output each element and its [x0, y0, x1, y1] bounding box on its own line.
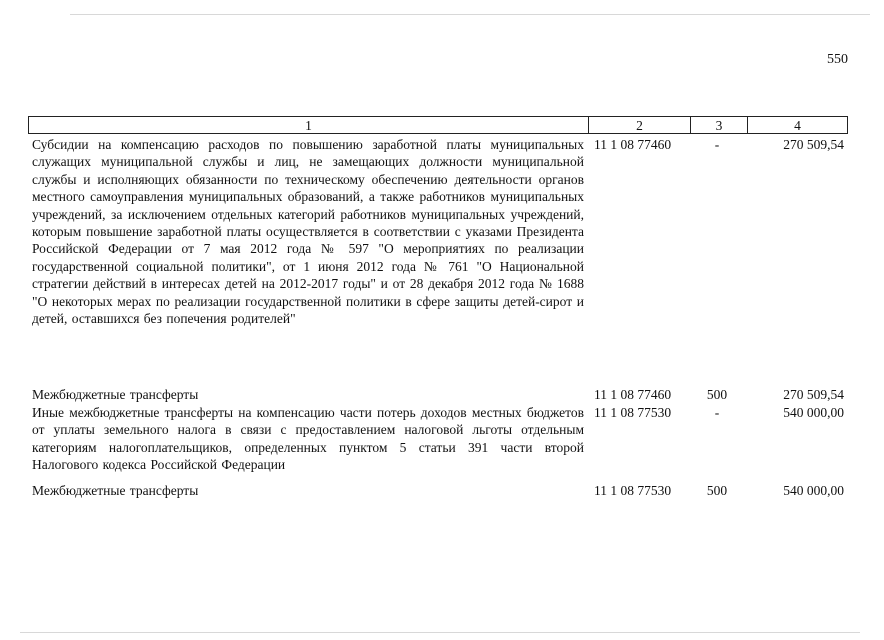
row-code: 11 1 08 77530: [594, 483, 672, 498]
budget-table: [28, 116, 848, 498]
row-description: Субсидии на компенсацию расходов по повышению заработной платы муниципальных служащих муниципальной службы и лиц, не замещающих должности муниципальной службы и исполняющих обязанности по техническому обеспечению деятельности органов местного самоуправления муниципальных образований, а также работников муниципальных учреждений, за исключением отдельных категорий работников муниципальных учреждений, которым повышение заработной платы осуществляется в соответствии с указами Президента Российской Федерации от 7 мая 2012 года № 597 "О мероприятиях по реализации государственной социальной политики", от 1 июня 2012 года № 761 "О Национальной стратегии действий в интересах детей на 2012-2017 годы" и от 28 декабря 2012 года № 1688 "О некоторых мерах по реализации государственной политики в сфере защиты детей-сирот и детей, оставшихся без попечения родителей": [32, 137, 584, 327]
page-number: 550: [827, 52, 848, 67]
row-amount: 270 509,54: [783, 137, 844, 152]
header-col-2: 2: [589, 117, 691, 133]
row-description: Межбюджетные трансферты: [32, 387, 199, 402]
header-col-4: 4: [794, 118, 801, 133]
table-header-row: [28, 116, 848, 134]
header-col-3: 3: [691, 117, 748, 133]
row-code: 11 1 08 77460: [594, 387, 672, 402]
row-amount: 270 509,54: [783, 387, 844, 402]
row-amount: 540 000,00: [783, 483, 844, 498]
row-description: Межбюджетные трансферты: [32, 483, 199, 498]
row-description: Иные межбюджетные трансферты на компенсацию части потерь доходов местных бюджетов от уплаты земельного налога в связи с предоставлением налоговой льготы отдельным категориям налогоплательщиков, определенных пунктом 5 статьи 391 части второй Налогового кодекса Российской Федерации: [32, 405, 584, 473]
row-amount: 540 000,00: [783, 405, 844, 420]
scan-artifact-bottom: [20, 632, 860, 633]
row-type: 500: [706, 387, 728, 402]
row-code: 11 1 08 77460: [594, 137, 672, 152]
header-col-1: 1: [29, 117, 589, 133]
row-type: -: [714, 137, 720, 152]
row-code: 11 1 08 77530: [594, 405, 672, 420]
scan-artifact-top: [70, 14, 870, 15]
row-type: 500: [706, 483, 728, 498]
row-type: -: [714, 405, 720, 420]
